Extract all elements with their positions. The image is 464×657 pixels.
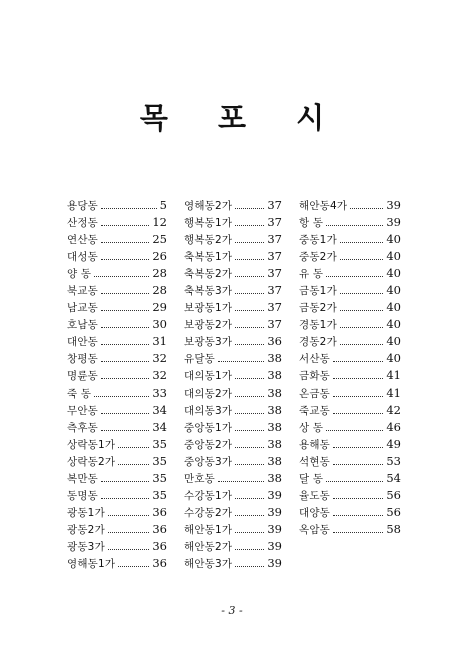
toc-leader-dots bbox=[326, 429, 383, 431]
toc-entry-page: 36 bbox=[152, 504, 167, 519]
toc-entry bbox=[67, 248, 167, 265]
toc-entry-page: 56 bbox=[386, 487, 401, 502]
toc-entry bbox=[184, 402, 282, 419]
toc-entry-name: 동명동 bbox=[67, 489, 99, 502]
toc-leader-dots bbox=[118, 463, 149, 465]
toc-entry-name: 죽교동 bbox=[299, 404, 331, 417]
toc-leader-dots bbox=[235, 395, 264, 397]
toc-leader-dots bbox=[333, 463, 383, 465]
toc-entry-name: 무안동 bbox=[67, 404, 99, 417]
toc-entry bbox=[299, 419, 401, 436]
toc-entry bbox=[184, 521, 282, 538]
toc-entry bbox=[184, 453, 282, 470]
toc-entry-name: 광동3가 bbox=[67, 540, 105, 553]
toc-entry-page: 36 bbox=[267, 334, 282, 349]
toc-column-1 bbox=[67, 197, 167, 572]
toc-leader-dots bbox=[235, 514, 264, 516]
toc-entry bbox=[67, 521, 167, 538]
toc-leader-dots bbox=[235, 377, 264, 379]
toc-entry-page: 34 bbox=[152, 402, 167, 417]
toc-entry-page: 37 bbox=[267, 232, 282, 247]
toc-leader-dots bbox=[101, 343, 149, 345]
toc-leader-dots bbox=[333, 412, 383, 414]
toc-leader-dots bbox=[340, 241, 383, 243]
toc-entry bbox=[67, 333, 167, 350]
toc-entry bbox=[184, 248, 282, 265]
toc-entry-name: 북교동 bbox=[67, 285, 99, 298]
toc-entry-name: 대안동 bbox=[67, 336, 99, 349]
toc-entry bbox=[67, 504, 167, 521]
toc-entry bbox=[184, 538, 282, 555]
toc-entry-name: 금동2가 bbox=[299, 302, 337, 315]
toc-entry bbox=[299, 470, 401, 487]
toc-entry bbox=[299, 487, 401, 504]
toc-leader-dots bbox=[101, 309, 149, 311]
toc-entry-name: 대양동 bbox=[299, 506, 331, 519]
toc-entry-name: 중앙동3가 bbox=[184, 455, 233, 468]
toc-entry bbox=[184, 504, 282, 521]
toc-entry-name: 축복동3가 bbox=[184, 285, 233, 298]
toc-entry-name: 대의동1가 bbox=[184, 370, 233, 383]
toc-entry-name: 행복동1가 bbox=[184, 217, 233, 230]
toc-entry-name: 영해동2가 bbox=[184, 200, 233, 212]
toc-entry-page: 40 bbox=[386, 283, 401, 298]
toc-leader-dots bbox=[101, 292, 149, 294]
toc-leader-dots bbox=[235, 258, 264, 260]
toc-entry bbox=[299, 333, 401, 350]
toc-entry-page: 28 bbox=[152, 283, 167, 298]
toc-entry-name: 수강동2가 bbox=[184, 506, 233, 519]
toc-entry bbox=[67, 470, 167, 487]
toc-leader-dots bbox=[235, 446, 264, 448]
toc-leader-dots bbox=[108, 531, 149, 533]
toc-entry-name: 양 동 bbox=[67, 268, 92, 281]
toc-entry-page: 49 bbox=[386, 436, 401, 451]
toc-entry-page: 37 bbox=[267, 249, 282, 264]
toc-entry bbox=[299, 521, 401, 538]
toc-leader-dots bbox=[101, 360, 149, 362]
toc-entry-name: 유달동 bbox=[184, 353, 216, 366]
toc-entry-page: 42 bbox=[386, 402, 401, 417]
toc-entry-page: 12 bbox=[152, 215, 167, 230]
toc-entry-page: 34 bbox=[152, 419, 167, 434]
toc-entry-name: 산정동 bbox=[67, 217, 99, 230]
toc-entry-name: 서산동 bbox=[299, 353, 331, 366]
toc-leader-dots bbox=[101, 497, 149, 499]
toc-entry-name: 광동2가 bbox=[67, 523, 105, 536]
toc-entry bbox=[67, 197, 167, 214]
toc-leader-dots bbox=[94, 395, 149, 397]
toc-entry-page: 40 bbox=[386, 317, 401, 332]
toc-leader-dots bbox=[118, 565, 149, 567]
toc-leader-dots bbox=[326, 275, 383, 277]
toc-entry-page: 30 bbox=[152, 317, 167, 332]
toc-entry bbox=[184, 316, 282, 333]
toc-entry-name: 대성동 bbox=[67, 251, 99, 264]
toc-entry bbox=[67, 316, 167, 333]
toc-entry-page: 40 bbox=[386, 232, 401, 247]
toc-entry bbox=[184, 350, 282, 367]
toc-entry-page: 41 bbox=[386, 368, 401, 383]
toc-entry-page: 32 bbox=[152, 368, 167, 383]
toc-entry-name: 중동1가 bbox=[299, 234, 337, 247]
toc-entry bbox=[184, 385, 282, 402]
toc-entry-name: 율도동 bbox=[299, 489, 331, 502]
toc-entry-name: 용해동 bbox=[299, 438, 331, 451]
page-number-footer: - 3 - bbox=[221, 604, 243, 617]
toc-entry-name: 남교동 bbox=[67, 302, 99, 315]
toc-entry-page: 37 bbox=[267, 283, 282, 298]
toc-entry bbox=[184, 487, 282, 504]
toc-entry bbox=[184, 282, 282, 299]
toc-entry bbox=[67, 419, 167, 436]
toc-leader-dots bbox=[235, 292, 264, 294]
toc-entry-page: 38 bbox=[267, 453, 282, 468]
toc-entry bbox=[299, 265, 401, 282]
toc-leader-dots bbox=[340, 292, 383, 294]
toc-entry-page: 38 bbox=[267, 470, 282, 485]
toc-entry-name: 광동1가 bbox=[67, 506, 105, 519]
toc-entry bbox=[299, 248, 401, 265]
page-title: 목 포 시 bbox=[139, 101, 345, 135]
toc-entry bbox=[184, 367, 282, 384]
toc-entry-page: 28 bbox=[152, 266, 167, 281]
toc-leader-dots bbox=[333, 360, 383, 362]
toc-entry bbox=[67, 367, 167, 384]
toc-entry bbox=[184, 555, 282, 572]
toc-entry-page: 40 bbox=[386, 300, 401, 315]
toc-entry-page: 37 bbox=[267, 300, 282, 315]
toc-entry-page: 39 bbox=[386, 215, 401, 230]
toc-entry-name: 죽 동 bbox=[67, 387, 92, 400]
toc-entry-page: 40 bbox=[386, 351, 401, 366]
toc-leader-dots bbox=[326, 224, 383, 226]
toc-entry bbox=[299, 385, 401, 402]
toc-entry-page: 5 bbox=[159, 198, 167, 212]
toc-entry-page: 53 bbox=[386, 453, 401, 468]
toc-entry-name: 중앙동1가 bbox=[184, 421, 233, 434]
toc-leader-dots bbox=[340, 258, 383, 260]
toc-leader-dots bbox=[218, 480, 264, 482]
toc-leader-dots bbox=[218, 360, 264, 362]
toc-leader-dots bbox=[235, 207, 264, 209]
toc-entry-name: 경동1가 bbox=[299, 319, 337, 332]
toc-entry-name: 항 동 bbox=[299, 217, 324, 230]
toc-entry bbox=[67, 299, 167, 316]
toc-entry-name: 축복동2가 bbox=[184, 268, 233, 281]
toc-entry-page: 39 bbox=[267, 521, 282, 536]
toc-entry-page: 35 bbox=[152, 453, 167, 468]
toc-entry bbox=[67, 214, 167, 231]
toc-entry-page: 38 bbox=[267, 351, 282, 366]
toc-leader-dots bbox=[235, 309, 264, 311]
toc-entry-page: 58 bbox=[386, 521, 401, 536]
toc-entry-page: 36 bbox=[152, 538, 167, 553]
toc-leader-dots bbox=[326, 480, 383, 482]
toc-entry bbox=[67, 231, 167, 248]
toc-entry bbox=[299, 299, 401, 316]
toc-entry-name: 복만동 bbox=[67, 472, 99, 485]
toc-entry-name: 달 동 bbox=[299, 472, 324, 485]
toc-entry-name: 대의동2가 bbox=[184, 387, 233, 400]
toc-entry-page: 32 bbox=[152, 351, 167, 366]
toc-entry-page: 26 bbox=[152, 249, 167, 264]
toc-entry-page: 37 bbox=[267, 317, 282, 332]
toc-leader-dots bbox=[235, 326, 264, 328]
toc-leader-dots bbox=[350, 207, 383, 209]
toc-leader-dots bbox=[235, 497, 264, 499]
toc-leader-dots bbox=[101, 326, 149, 328]
toc-entry-name: 금화동 bbox=[299, 370, 331, 383]
toc-entry-name: 중동2가 bbox=[299, 251, 337, 264]
toc-entry bbox=[67, 487, 167, 504]
toc-leader-dots bbox=[235, 548, 264, 550]
toc-leader-dots bbox=[118, 446, 149, 448]
toc-entry-name: 축복동1가 bbox=[184, 251, 233, 264]
toc-entry bbox=[184, 333, 282, 350]
toc-entry-page: 25 bbox=[152, 232, 167, 247]
toc-entry-name: 상락동1가 bbox=[67, 438, 116, 451]
toc-leader-dots bbox=[340, 309, 383, 311]
toc-entry bbox=[299, 197, 401, 214]
toc-entry-name: 옥암동 bbox=[299, 523, 331, 536]
toc-entry-name: 호남동 bbox=[67, 319, 99, 332]
toc-entry-name: 수강동1가 bbox=[184, 489, 233, 502]
toc-entry bbox=[184, 436, 282, 453]
toc-entry-name: 해안동4가 bbox=[299, 200, 348, 212]
toc-entry-name: 석현동 bbox=[299, 455, 331, 468]
toc-leader-dots bbox=[235, 275, 264, 277]
toc-entry bbox=[184, 419, 282, 436]
toc-entry-page: 38 bbox=[267, 436, 282, 451]
toc-entry-name: 경동2가 bbox=[299, 336, 337, 349]
toc-leader-dots bbox=[333, 446, 383, 448]
toc-entry-name: 보광동2가 bbox=[184, 319, 233, 332]
toc-leader-dots bbox=[235, 224, 264, 226]
toc-entry-name: 유 동 bbox=[299, 268, 324, 281]
toc-columns bbox=[67, 197, 407, 577]
toc-entry bbox=[299, 214, 401, 231]
toc-leader-dots bbox=[108, 514, 149, 516]
toc-entry-page: 36 bbox=[152, 555, 167, 570]
toc-entry-page: 35 bbox=[152, 436, 167, 451]
toc-entry-page: 38 bbox=[267, 368, 282, 383]
toc-entry bbox=[299, 436, 401, 453]
toc-entry-page: 39 bbox=[267, 487, 282, 502]
toc-entry-name: 보광동1가 bbox=[184, 302, 233, 315]
toc-entry bbox=[184, 197, 282, 214]
toc-entry-name: 해안동1가 bbox=[184, 523, 233, 536]
toc-entry bbox=[299, 316, 401, 333]
toc-entry-page: 56 bbox=[386, 504, 401, 519]
toc-entry bbox=[184, 265, 282, 282]
toc-entry bbox=[67, 282, 167, 299]
toc-entry-page: 54 bbox=[386, 470, 401, 485]
toc-entry bbox=[184, 470, 282, 487]
toc-leader-dots bbox=[94, 275, 149, 277]
toc-entry bbox=[67, 350, 167, 367]
toc-leader-dots bbox=[101, 480, 149, 482]
toc-entry-name: 행복동2가 bbox=[184, 234, 233, 247]
toc-entry-name: 연산동 bbox=[67, 234, 99, 247]
toc-entry-name: 창평동 bbox=[67, 353, 99, 366]
toc-column-3 bbox=[299, 197, 401, 538]
toc-leader-dots bbox=[108, 548, 149, 550]
toc-entry-page: 39 bbox=[267, 504, 282, 519]
toc-leader-dots bbox=[101, 258, 149, 260]
toc-column-2 bbox=[184, 197, 282, 572]
toc-entry bbox=[299, 402, 401, 419]
toc-leader-dots bbox=[235, 463, 264, 465]
toc-entry-page: 37 bbox=[267, 198, 282, 212]
toc-entry bbox=[67, 402, 167, 419]
toc-leader-dots bbox=[101, 224, 149, 226]
toc-leader-dots bbox=[235, 241, 264, 243]
toc-entry-name: 해안동2가 bbox=[184, 540, 233, 553]
toc-leader-dots bbox=[333, 514, 383, 516]
toc-entry-page: 38 bbox=[267, 402, 282, 417]
toc-entry bbox=[299, 367, 401, 384]
toc-leader-dots bbox=[333, 395, 383, 397]
toc-entry-name: 상 동 bbox=[299, 421, 324, 434]
toc-entry-page: 33 bbox=[152, 385, 167, 400]
toc-entry-page: 40 bbox=[386, 249, 401, 264]
toc-entry bbox=[299, 282, 401, 299]
toc-entry-page: 39 bbox=[267, 555, 282, 570]
toc-entry bbox=[184, 214, 282, 231]
toc-entry-name: 만호동 bbox=[184, 472, 216, 485]
toc-leader-dots bbox=[340, 343, 383, 345]
toc-entry bbox=[67, 453, 167, 470]
toc-entry-page: 46 bbox=[386, 419, 401, 434]
toc-entry-page: 40 bbox=[386, 334, 401, 349]
toc-entry-page: 40 bbox=[386, 266, 401, 281]
toc-entry-name: 측후동 bbox=[67, 421, 99, 434]
toc-leader-dots bbox=[101, 241, 149, 243]
toc-entry bbox=[67, 538, 167, 555]
toc-leader-dots bbox=[333, 497, 383, 499]
toc-entry-page: 31 bbox=[152, 334, 167, 349]
toc-entry bbox=[299, 453, 401, 470]
toc-leader-dots bbox=[101, 412, 149, 414]
toc-entry-name: 금동1가 bbox=[299, 285, 337, 298]
toc-entry-name: 명륜동 bbox=[67, 370, 99, 383]
toc-leader-dots bbox=[235, 412, 264, 414]
toc-entry bbox=[67, 265, 167, 282]
toc-entry-name: 중앙동2가 bbox=[184, 438, 233, 451]
toc-entry-page: 35 bbox=[152, 470, 167, 485]
toc-leader-dots bbox=[333, 377, 383, 379]
toc-entry-name: 보광동3가 bbox=[184, 336, 233, 349]
toc-entry bbox=[299, 504, 401, 521]
toc-entry-name: 용당동 bbox=[67, 200, 99, 212]
toc-leader-dots bbox=[101, 377, 149, 379]
toc-leader-dots bbox=[235, 565, 264, 567]
toc-entry-page: 38 bbox=[267, 385, 282, 400]
toc-entry-name: 영해동1가 bbox=[67, 557, 116, 570]
toc-entry-page: 36 bbox=[152, 521, 167, 536]
toc-entry-page: 37 bbox=[267, 266, 282, 281]
toc-entry-name: 해안동3가 bbox=[184, 557, 233, 570]
toc-entry-page: 39 bbox=[386, 198, 401, 212]
toc-entry-page: 41 bbox=[386, 385, 401, 400]
toc-entry bbox=[67, 385, 167, 402]
toc-entry-name: 상락동2가 bbox=[67, 455, 116, 468]
toc-leader-dots bbox=[333, 531, 383, 533]
toc-leader-dots bbox=[101, 207, 157, 209]
toc-leader-dots bbox=[340, 326, 383, 328]
toc-leader-dots bbox=[101, 429, 149, 431]
toc-entry-name: 대의동3가 bbox=[184, 404, 233, 417]
toc-entry bbox=[67, 555, 167, 572]
toc-entry bbox=[184, 231, 282, 248]
toc-leader-dots bbox=[235, 531, 264, 533]
toc-entry bbox=[184, 299, 282, 316]
toc-leader-dots bbox=[235, 343, 264, 345]
toc-entry-page: 39 bbox=[267, 538, 282, 553]
toc-entry-page: 38 bbox=[267, 419, 282, 434]
toc-entry bbox=[299, 350, 401, 367]
toc-leader-dots bbox=[235, 429, 264, 431]
toc-entry bbox=[67, 436, 167, 453]
toc-entry-name: 온금동 bbox=[299, 387, 331, 400]
toc-entry bbox=[299, 231, 401, 248]
toc-entry-page: 37 bbox=[267, 215, 282, 230]
toc-entry-page: 35 bbox=[152, 487, 167, 502]
toc-entry-page: 29 bbox=[152, 300, 167, 315]
